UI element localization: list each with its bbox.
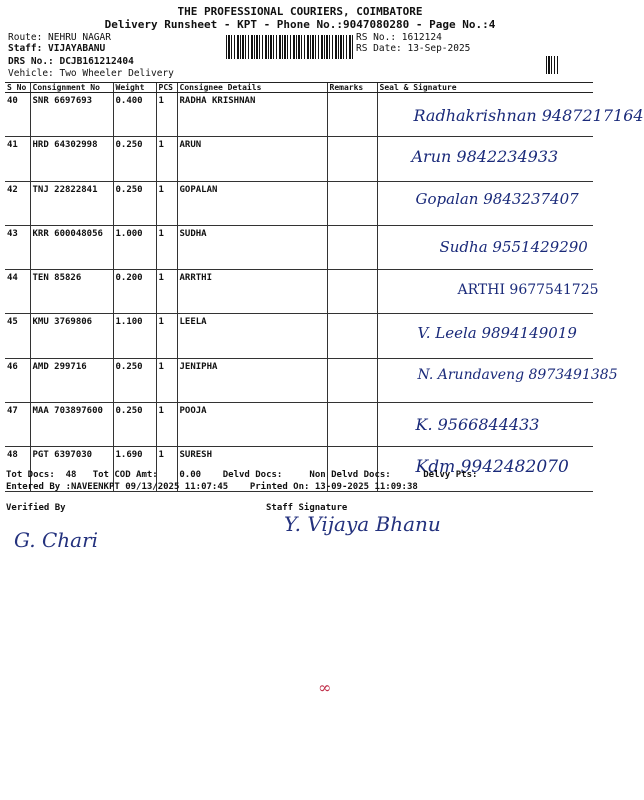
verified-signature: G. Chari [14,528,99,552]
handwritten-signature: Sudha 9551429290 [439,237,588,256]
cell-remarks [327,137,377,181]
cell-remarks [327,270,377,314]
cell-weight: 1.100 [113,314,156,358]
handwritten-signature: K. 9566844433 [415,415,540,435]
handwritten-signature: Radhakrishnan 9487217164 [413,106,644,125]
cell-sno: 44 [5,270,30,314]
col-consignee: Consignee Details [177,83,327,93]
cell-remarks [327,225,377,269]
cell-sno: 47 [5,403,30,447]
cell-weight: 0.250 [113,137,156,181]
company-title: THE PROFESSIONAL COURIERS, COIMBATORE [177,5,423,18]
cell-weight: 0.200 [113,270,156,314]
cell-consignee: SUDHA [177,225,327,269]
cell-consignment: MAA 703897600 [30,403,113,447]
stamp-mark: ∞ [318,678,332,697]
cell-pcs: 1 [156,447,177,491]
cell-consignee: LEELA [177,314,327,358]
cell-signature [377,358,618,402]
staff-label: Staff: VIJAYABANU [8,43,106,54]
handwritten-signature: Gopalan 9843237407 [415,189,579,208]
cell-sno: 45 [5,314,30,358]
cell-pcs: 1 [156,93,177,137]
drs-label: DRS No.: DCJB161212404 [8,56,134,67]
cell-consignee: GOPALAN [177,181,327,225]
runsheet-subtitle: Delivery Runsheet - KPT - Phone No.:9047080280 - Page No.:4 [104,18,496,31]
cell-remarks [327,403,377,447]
cell-pcs: 1 [156,314,177,358]
cell-weight: 0.250 [113,358,156,402]
cell-remarks [327,314,377,358]
cell-sno: 40 [5,93,30,137]
staff-signature: Y. Vijaya Bhanu [284,512,441,536]
cell-weight: 0.250 [113,403,156,447]
totals-line: Tot Docs: 48 Tot COD Amt: 0.00 Delvd Docs: Non Delvd Docs: Delvy Pts: [6,470,478,480]
table-row [5,93,593,137]
cell-consignment: HRD 64302998 [30,137,113,181]
cell-signature [377,403,593,447]
verified-by-label: Verified By [6,503,66,513]
cell-pcs: 1 [156,358,177,402]
cell-consignee: JENIPHA [177,358,327,402]
cell-remarks [327,93,377,137]
col-consignment: Consignment No [30,83,113,93]
cell-consignment: KMU 3769806 [30,314,113,358]
cell-pcs: 1 [156,225,177,269]
handwritten-signature: N. Arundaveng 8973491385 [417,366,618,383]
handwritten-signature: Kdm 9942482070 [415,457,569,478]
handwritten-signature: ARTHI 9677541725 [457,282,599,299]
rs-number: RS No.: 1612124 [356,32,442,43]
cell-sno: 46 [5,358,30,402]
cell-consignment: TEN 85826 [30,270,113,314]
cell-signature [377,137,593,181]
table-row [5,181,593,225]
staff-signature-label: Staff Signature [266,503,348,513]
cell-pcs: 1 [156,137,177,181]
cell-consignee: ARRTHI [177,270,327,314]
cell-pcs: 1 [156,270,177,314]
table-row [5,358,593,402]
cell-weight: 0.250 [113,181,156,225]
runsheet-table [5,82,644,492]
handwritten-signature: V. Leela 9894149019 [417,324,577,343]
cell-consignee: ARUN [177,137,327,181]
table-header-row [5,83,593,93]
col-sno: S No [5,83,30,93]
cell-signature [377,225,593,269]
cell-signature [377,270,599,314]
cell-weight: 0.400 [113,93,156,137]
cell-consignee: SURESH [177,447,327,491]
cell-remarks [327,358,377,402]
cell-consignment: PGT 6397030 [30,447,113,491]
cell-sno: 48 [5,447,30,491]
cell-weight: 1.690 [113,447,156,491]
cell-signature [377,93,644,137]
barcode-image [226,35,354,59]
table-row [5,403,593,447]
handwritten-signature: Arun 9842234933 [411,147,559,167]
cell-consignment: TNJ 22822841 [30,181,113,225]
table-row [5,270,593,314]
cell-consignment: KRR 600048056 [30,225,113,269]
col-weight: Weight [113,83,156,93]
table-row [5,225,593,269]
cell-signature [377,314,593,358]
table-row [5,314,593,358]
cell-signature [377,181,593,225]
cell-weight: 1.000 [113,225,156,269]
cell-sno: 41 [5,137,30,181]
table-row [5,137,593,181]
cell-remarks [327,181,377,225]
route-label: Route: NEHRU NAGAR [8,32,111,43]
entered-by-line: Entered By :NAVEENKPT 09/13/2025 11:07:45 Printed On: 13-09-2025 11:09:38 [6,482,418,492]
cell-sno: 42 [5,181,30,225]
cell-pcs: 1 [156,181,177,225]
cell-consignment: AMD 299716 [30,358,113,402]
cell-consignee: RADHA KRISHNAN [177,93,327,137]
side-barcode-image [546,56,558,74]
rs-date: RS Date: 13-Sep-2025 [356,43,471,54]
vehicle-label: Vehicle: Two Wheeler Delivery [8,68,174,79]
cell-pcs: 1 [156,403,177,447]
cell-consignee: POOJA [177,403,327,447]
col-remarks: Remarks [327,83,377,93]
cell-sno: 43 [5,225,30,269]
col-signature: Seal & Signature [377,83,593,93]
cell-consignment: SNR 6697693 [30,93,113,137]
col-pcs: PCS [156,83,177,93]
